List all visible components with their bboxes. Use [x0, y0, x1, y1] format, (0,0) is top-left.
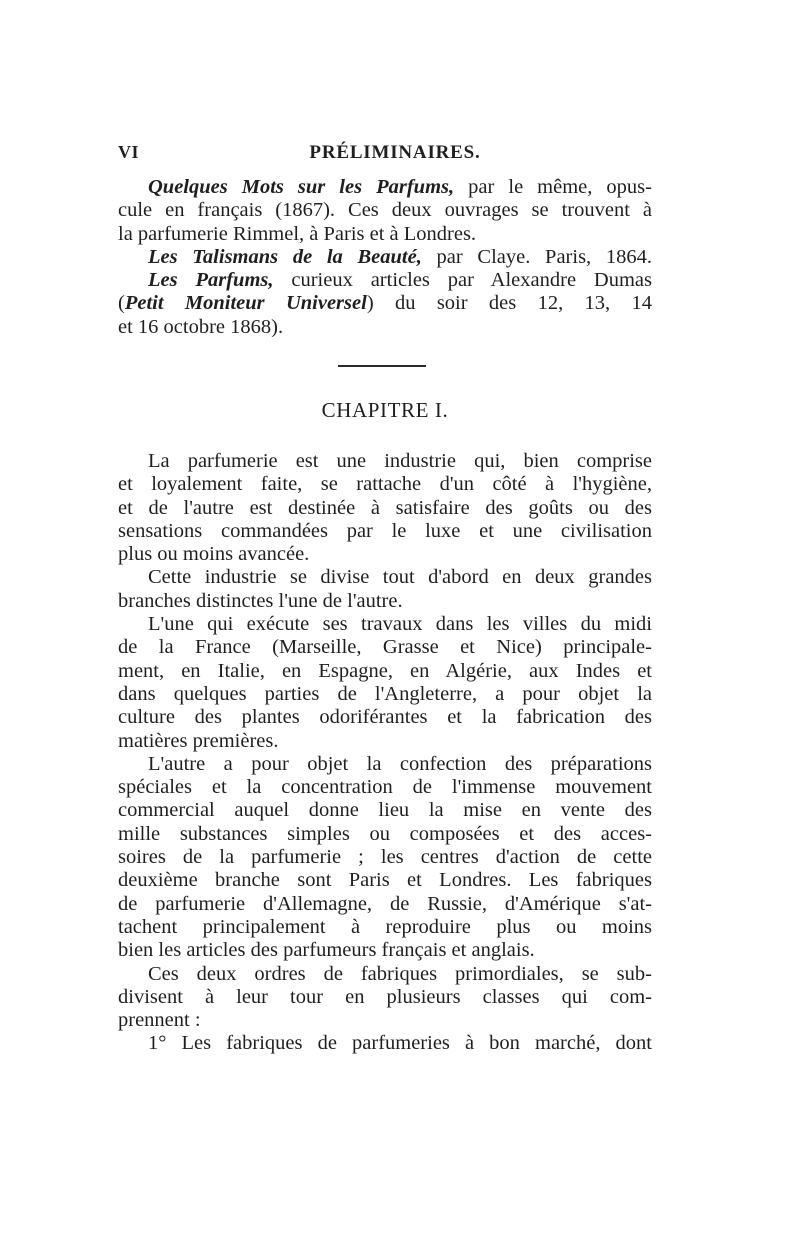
reference-title: Petit Moniteur Universel — [124, 292, 367, 315]
reference-line — [118, 292, 652, 315]
text-line: dans quelques parties de l'Angleterre, a pour objet la — [118, 682, 652, 705]
chapter-body — [118, 450, 652, 1056]
text-line: L'autre a pour objet la confection des préparations — [148, 752, 652, 775]
text-line: de la France (Marseille, Grasse et Nice) principale- — [118, 636, 652, 659]
text-line: 1° Les fabriques de parfumeries à bon marché, dont — [148, 1032, 652, 1055]
page-header — [118, 142, 652, 172]
text-line: de parfumerie d'Allemagne, de Russie, d'Amérique s'at- — [118, 892, 652, 915]
text-line: culture des plantes odoriférantes et la fabrication des — [118, 706, 652, 729]
reference-line: cule en français (1867). Ces deux ouvrages se trouvent à — [118, 199, 652, 222]
text-line: tachent principalement à reproduire plus ou moins — [118, 915, 652, 938]
page-number: VI — [118, 142, 140, 162]
reference-line: et 16 octobre 1868). — [118, 315, 284, 338]
reference-title: Les Talismans de la Beauté, — [148, 245, 422, 268]
reference-title: Quelques Mots sur les Parfums, — [148, 176, 455, 198]
text-line: matières premières. — [118, 729, 279, 752]
text-line: plus ou moins avancée. — [118, 543, 310, 566]
reference-line: la parfumerie Rimmel, à Paris et à Londres. — [118, 222, 477, 245]
reference-line — [118, 246, 652, 269]
text-line: sensations commandées par le luxe et une civilisation — [118, 519, 652, 542]
text-line: et loyalement faite, se rattache d'un côté à l'hygiène, — [118, 473, 652, 496]
text-line: prennent : — [118, 1009, 201, 1032]
text-line: mille substances simples ou composées et des acces- — [118, 822, 652, 845]
reference-paren: ( — [118, 292, 125, 315]
reference-text: par le même, opus- — [454, 176, 652, 198]
section-divider — [338, 365, 426, 367]
text-line: divisent à leur tour en plusieurs classes qui com- — [118, 985, 652, 1008]
reference-text: ) du soir des 12, 13, 14 — [366, 292, 652, 315]
reference-title: Les Parfums, — [148, 269, 274, 292]
text-line: commercial auquel donne lieu la mise en vente des — [118, 799, 652, 822]
text-line: Cette industrie se divise tout d'abord en deux grandes — [148, 566, 652, 589]
references-block — [118, 176, 652, 339]
text-line: Ces deux ordres de fabriques primordiales, se sub- — [148, 962, 652, 985]
text-line: branches distinctes l'une de l'autre. — [118, 589, 403, 612]
reference-text: curieux articles par Alexandre Dumas — [273, 269, 653, 292]
text-line: L'une qui exécute ses travaux dans les villes du midi — [148, 613, 652, 636]
chapter-title: CHAPITRE I. — [321, 398, 449, 422]
text-line: ment, en Italie, en Espagne, en Algérie, aux Indes et — [118, 659, 652, 682]
text-line: La parfumerie est une industrie qui, bien comprise — [148, 450, 652, 472]
text-line: bien les articles des parfumeurs français et anglais. — [118, 939, 535, 962]
reference-text: par Claye. Paris, 1864. — [421, 245, 652, 268]
text-line: deuxième branche sont Paris et Londres. Les fabriques — [118, 869, 652, 892]
reference-line — [118, 269, 652, 292]
running-title: PRÉLIMINAIRES. — [309, 142, 481, 163]
text-line: spéciales et la concentration de l'immense mouvement — [118, 776, 652, 799]
text-line: et de l'autre est destinée à satisfaire des goûts ou des — [118, 496, 652, 519]
reference-line — [118, 176, 652, 199]
text-line: soires de la parfumerie ; les centres d'action de cette — [118, 846, 652, 869]
